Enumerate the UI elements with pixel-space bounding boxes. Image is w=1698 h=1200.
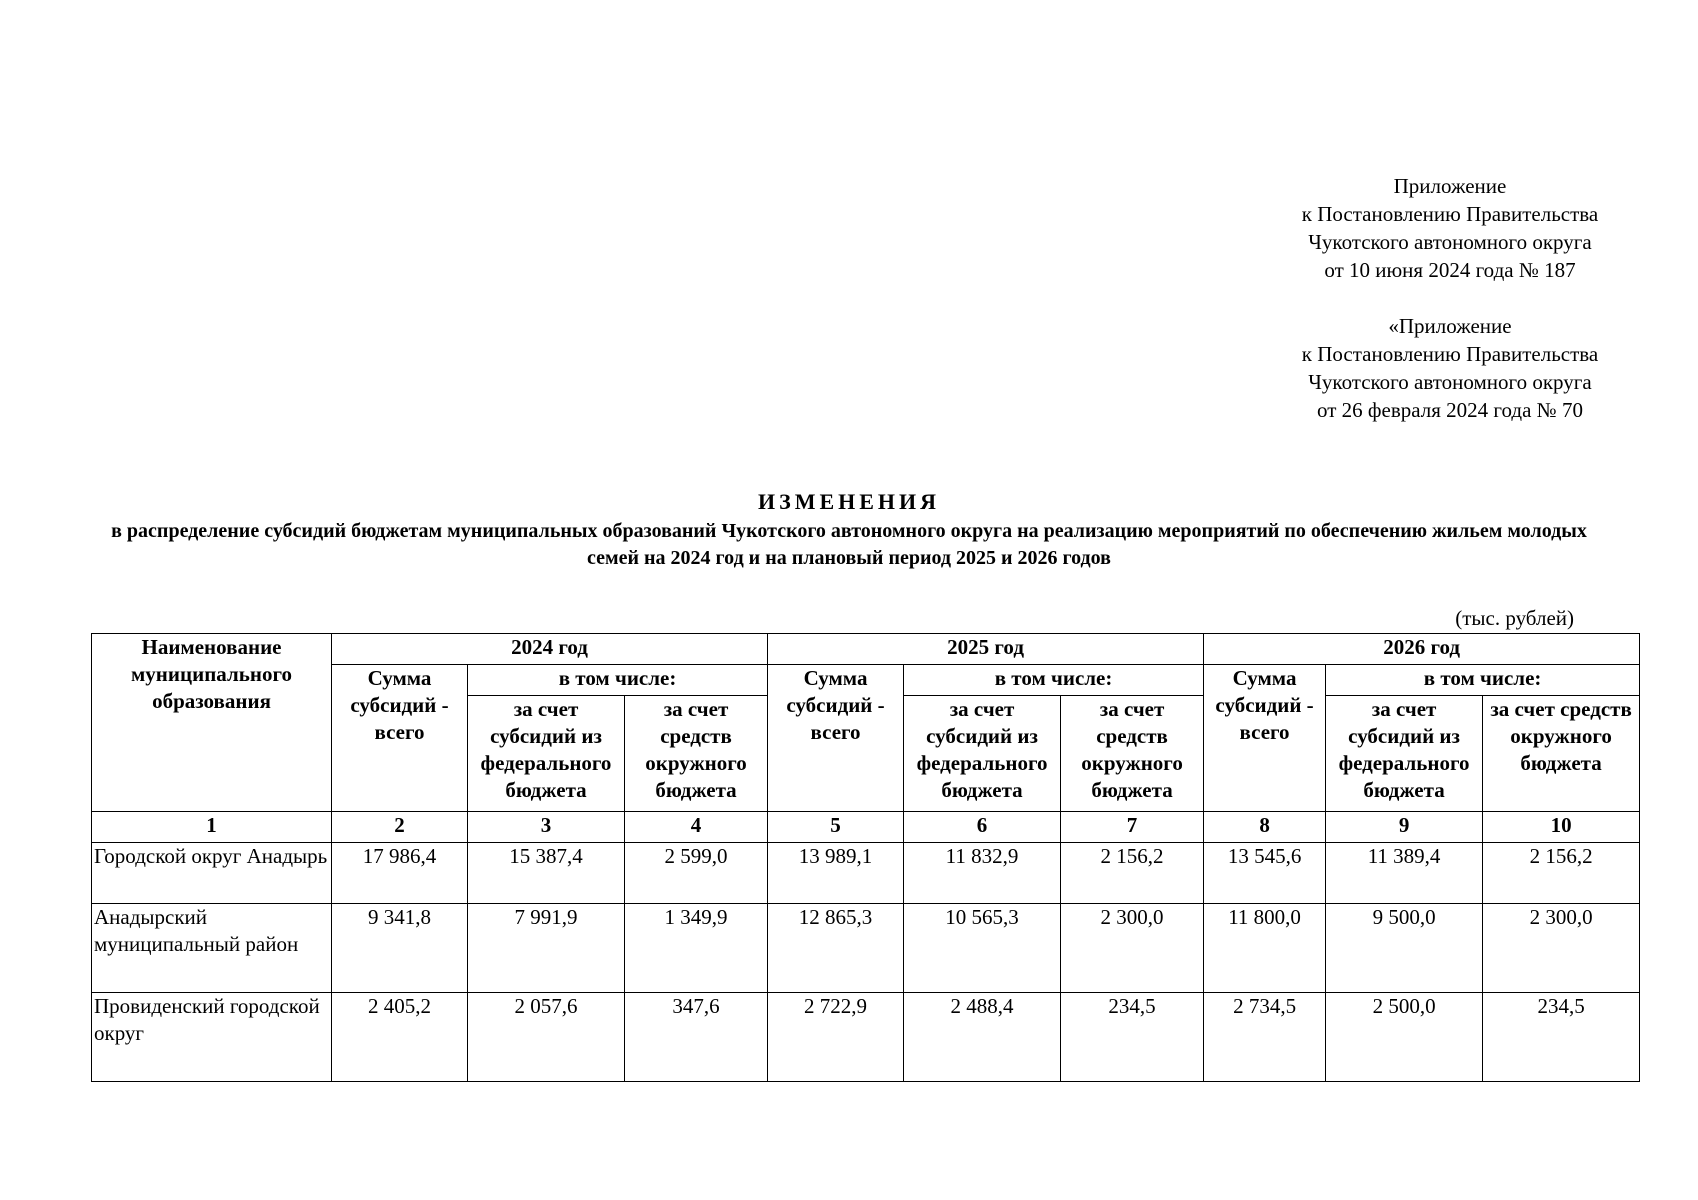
header-including: в том числе:	[1326, 665, 1640, 696]
header-total: Сумма субсидий - всего	[332, 665, 468, 812]
table-row	[92, 904, 1640, 993]
title-subtitle: в распределение субсидий бюджетам муниципальных образований Чукотского автономного округа на реализацию мероприятий по обеспечению жильем молодых семей на 2024 год и на плановый период 2025 и 2026 годов	[111, 520, 1587, 569]
cell-value: 10 565,3	[904, 904, 1061, 993]
header-year: 2025 год	[768, 634, 1204, 665]
header-federal: за счет субсидий из федерального бюджета	[1326, 696, 1483, 812]
column-number-row	[92, 812, 1640, 843]
column-number: 10	[1483, 812, 1640, 843]
header-total: Сумма субсидий - всего	[1204, 665, 1326, 812]
cell-value: 347,6	[625, 993, 768, 1082]
cell-value: 2 488,4	[904, 993, 1061, 1082]
cell-value: 9 341,8	[332, 904, 468, 993]
table-row	[92, 843, 1640, 904]
header-district: за счет средств окружного бюджета	[1483, 696, 1640, 812]
cell-value: 234,5	[1483, 993, 1640, 1082]
cell-value: 234,5	[1061, 993, 1204, 1082]
cell-value: 13 545,6	[1204, 843, 1326, 904]
column-number: 8	[1204, 812, 1326, 843]
column-number: 9	[1326, 812, 1483, 843]
cell-value: 13 989,1	[768, 843, 904, 904]
document-title	[110, 488, 1588, 572]
column-number: 5	[768, 812, 904, 843]
cell-value: 17 986,4	[332, 843, 468, 904]
cell-value: 9 500,0	[1326, 904, 1483, 993]
appendix-header-original	[1190, 312, 1698, 424]
cell-value: 1 349,9	[625, 904, 768, 993]
cell-value: 11 832,9	[904, 843, 1061, 904]
municipality-name: Городской округ Анадырь	[92, 843, 332, 904]
cell-value: 11 389,4	[1326, 843, 1483, 904]
cell-value: 12 865,3	[768, 904, 904, 993]
cell-value: 2 500,0	[1326, 993, 1483, 1082]
cell-value: 2 599,0	[625, 843, 768, 904]
header-total: Сумма субсидий - всего	[768, 665, 904, 812]
cell-value: 2 057,6	[468, 993, 625, 1082]
cell-value: 2 722,9	[768, 993, 904, 1082]
cell-value: 7 991,9	[468, 904, 625, 993]
units-label: (тыс. рублей)	[1455, 606, 1574, 630]
header-including: в том числе:	[468, 665, 768, 696]
cell-value: 2 156,2	[1483, 843, 1640, 904]
header-federal: за счет субсидий из федерального бюджета	[468, 696, 625, 812]
column-number: 4	[625, 812, 768, 843]
municipality-name: Анадырский муниципальный район	[92, 904, 332, 993]
header-district: за счет средств окружного бюджета	[1061, 696, 1204, 812]
header-including: в том числе:	[904, 665, 1204, 696]
subsidy-table	[91, 633, 1640, 1082]
cell-value: 2 156,2	[1061, 843, 1204, 904]
table-row	[92, 993, 1640, 1082]
cell-value: 2 300,0	[1061, 904, 1204, 993]
appendix-line: от 10 июня 2024 года № 187	[1324, 258, 1576, 282]
cell-value: 2 300,0	[1483, 904, 1640, 993]
appendix-line: к Постановлению Правительства	[1301, 202, 1599, 226]
column-number: 3	[468, 812, 625, 843]
title-main: ИЗМЕНЕНИЯ	[757, 489, 941, 514]
municipality-name: Провиденский городской округ	[92, 993, 332, 1082]
header-federal: за счет субсидий из федерального бюджета	[904, 696, 1061, 812]
appendix-line: к Постановлению Правительства	[1301, 342, 1599, 366]
header-year: 2026 год	[1204, 634, 1640, 665]
column-number: 6	[904, 812, 1061, 843]
cell-value: 11 800,0	[1204, 904, 1326, 993]
cell-value: 15 387,4	[468, 843, 625, 904]
header-district: за счет средств окружного бюджета	[625, 696, 768, 812]
cell-value: 2 405,2	[332, 993, 468, 1082]
column-number: 2	[332, 812, 468, 843]
column-number: 7	[1061, 812, 1204, 843]
column-number: 1	[92, 812, 332, 843]
header-year: 2024 год	[332, 634, 768, 665]
appendix-line: Чукотского автономного округа	[1308, 370, 1592, 394]
appendix-line: Приложение	[1393, 174, 1507, 198]
header-municipality: Наименование муниципального образования	[92, 634, 332, 812]
appendix-line: «Приложение	[1388, 314, 1512, 338]
appendix-line: от 26 февраля 2024 года № 70	[1317, 398, 1583, 422]
appendix-line: Чукотского автономного округа	[1308, 230, 1592, 254]
appendix-header-current	[1190, 172, 1698, 284]
cell-value: 2 734,5	[1204, 993, 1326, 1082]
